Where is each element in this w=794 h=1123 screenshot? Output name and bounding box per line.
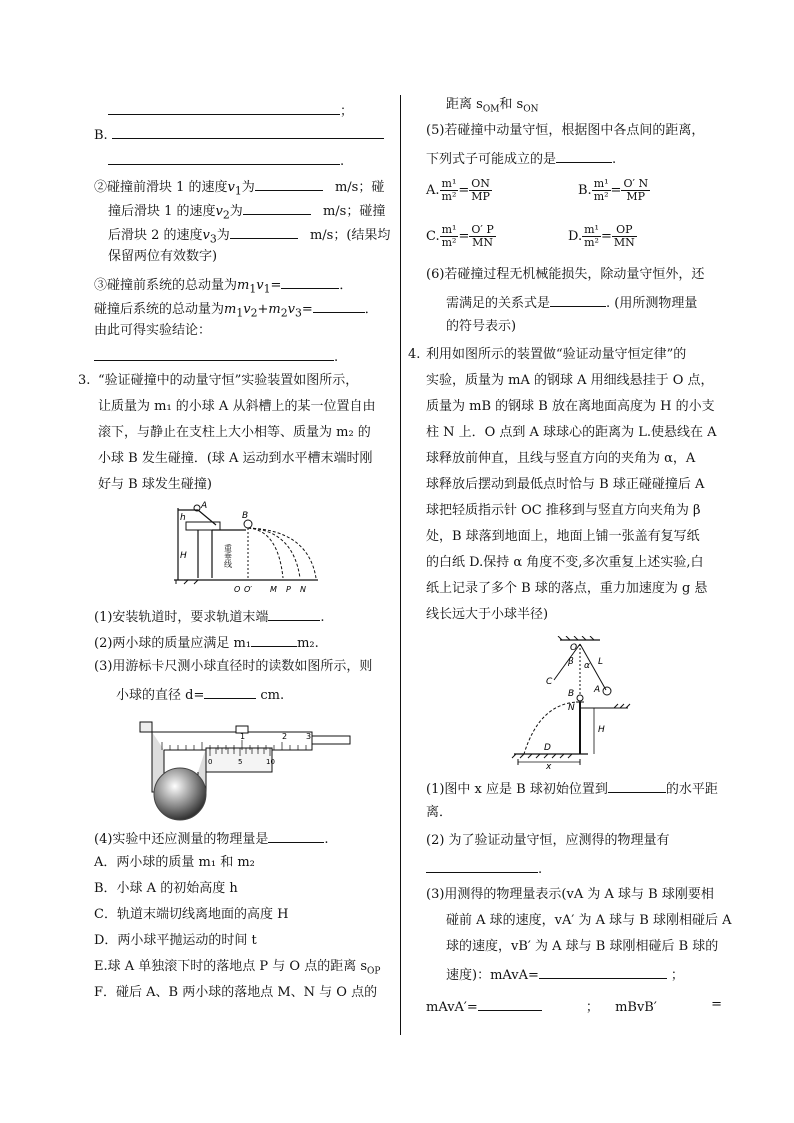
q3-sub2: (2)两小球的质量应满足 m₁ m₂. bbox=[94, 632, 319, 653]
q3-line-5: 好与 B 球发生碰撞) bbox=[98, 477, 212, 492]
fig4-label-A: A bbox=[594, 685, 601, 695]
answer-line-b2: . bbox=[108, 150, 344, 171]
q3-line-2: 让质量为 m₁ 的小球 A 从斜槽上的某一位置自由 bbox=[98, 399, 376, 414]
q3-sub5-line2: 下列式子可能成立的是 . bbox=[426, 148, 616, 169]
answer-line-a bbox=[108, 100, 353, 121]
pendulum-apparatus-figure bbox=[510, 636, 640, 770]
caliper-vernier-5: 5 bbox=[238, 758, 243, 766]
q4-line-10: 纸上记录了多个 B 球的落点，重力加速度为 g 悬 bbox=[426, 581, 708, 596]
b-label: B. bbox=[94, 128, 108, 143]
q3-line-3: 滚下，与静止在支柱上大小相等、质量为 m₂ 的 bbox=[98, 425, 371, 440]
q3-sub4: (4)实验中还应测量的物理量是 . bbox=[94, 828, 329, 849]
q3-option-f: F．碰后 A、B 两小球的落地点 M、N 与 O 点的 bbox=[94, 985, 378, 1000]
fig4-label-H: H bbox=[598, 725, 605, 735]
q3-line-4: 小球 B 发生碰撞．(球 A 运动到水平槽末端时刚 bbox=[98, 451, 373, 466]
q3-sub5: (5)若碰撞中动量守恒，根据图中各点间的距离， bbox=[426, 123, 705, 138]
fig3-label-M: M bbox=[270, 585, 277, 594]
vernier-caliper-figure bbox=[132, 712, 354, 822]
q4-sub3-line1: (3)用测得的物理量表示(vA 为 A 球与 B 球刚要相 bbox=[426, 887, 714, 902]
caliper-main-1: 1 bbox=[240, 732, 246, 741]
fig4-label-N: N bbox=[568, 703, 575, 713]
momentum-line-1: ③碰撞前系统的总动量为$m_1v_1=$ ． bbox=[94, 274, 352, 299]
caliper-main-3: 3 bbox=[306, 732, 312, 741]
q3-option-a: A．两小球的质量 m₁ 和 m₂ bbox=[94, 855, 255, 870]
caliper-vernier-0: 0 bbox=[208, 758, 213, 766]
velocity-line-2: 撞后滑块 1 的速度$v_2$为 m/s；碰撞 bbox=[108, 200, 385, 225]
q4-line-11: 线长远大于小球半径) bbox=[426, 607, 549, 622]
q4-line-6: 球释放后摆动到最低点时恰与 B 球正碰碰撞后 A bbox=[426, 477, 705, 492]
fig3-label-B: B bbox=[242, 511, 249, 521]
column-divider bbox=[400, 95, 401, 1035]
q3-sub3: (3)用游标卡尺测小球直径时的读数如图所示，则 bbox=[94, 659, 373, 674]
q3-sub1: (1)安装轨道时，要求轨道末端 . bbox=[94, 606, 325, 627]
q4-sub1: (1)图中 x 应是 B 球初始位置到 的水平距 bbox=[426, 778, 718, 799]
fig3-label-h: h bbox=[180, 513, 186, 523]
fig4-label-L: L bbox=[598, 657, 604, 667]
q3-option-b: B．小球 A 的初始高度 h bbox=[94, 881, 238, 896]
fig4-label-alpha: α bbox=[584, 661, 590, 671]
momentum-line-2: 碰撞后系统的总动量为$m_1v_2+m_2v_3=$ ． bbox=[94, 298, 378, 323]
momentum-line-4: . bbox=[94, 346, 338, 367]
q4-line-7: 球把轻质指示针 OC 推移到与竖直方向夹角为 β bbox=[426, 503, 701, 518]
q3-sub6: (6)若碰撞过程无机械能损失，除动量守恒外，还 bbox=[426, 267, 705, 282]
q4-sub1-line2: 离． bbox=[426, 805, 453, 820]
caliper-vernier-10: 10 bbox=[266, 758, 275, 766]
q3-sub6-line2: 需满足的关系式是 . (用所测物理量 bbox=[446, 292, 697, 313]
fig4-label-C: C bbox=[546, 677, 553, 687]
q4-line-5: 球释放前伸直，且线与竖直方向的夹角为 α，A bbox=[426, 451, 696, 466]
q4-line-3: 质量为 mB 的钢球 B 放在离地面高度为 H 的小支 bbox=[426, 399, 715, 414]
q3-option5-d: D. $\frac{\text{m¹}}{\text{m²}}$ = $\frac{OP}{MN}$ bbox=[568, 223, 635, 249]
q3-sub3-line2: 小球的直径 d= cm. bbox=[116, 684, 284, 705]
q3-option-d: D．两小球平抛运动的时间 t bbox=[94, 933, 257, 948]
fig4-label-beta: β bbox=[568, 657, 574, 667]
q4-line-8: 处，B 球落到地面上，地面上铺一张盖有复写纸 bbox=[426, 529, 700, 544]
velocity-line-3: 后滑块 2 的速度$v_3$为 m/s；(结果均 bbox=[108, 224, 390, 249]
q4-sub2-line2: . bbox=[426, 858, 542, 879]
q4-sub3-line5: mAvA′= ； mBvB′ = bbox=[426, 997, 722, 1015]
q4-sub3-line2: 碰前 A 球的速度，vA′ 为 A 球与 B 球刚相碰后 A bbox=[446, 913, 732, 928]
fig3-label-N: N bbox=[300, 585, 306, 594]
q4-number: 4. bbox=[408, 347, 421, 362]
q4-line-2: 实验，质量为 mA 的钢球 A 用细线悬挂于 O 点， bbox=[426, 373, 714, 388]
momentum-line-3: 由此可得实验结论： bbox=[94, 323, 212, 338]
q3-number: 3. bbox=[78, 373, 91, 388]
q3-option-c: C．轨道末端切线离地面的高度 H bbox=[94, 907, 289, 922]
q4-line-4: 柱 N 上．O 点到 A 球球心的距离为 L.使悬线在 A bbox=[426, 425, 717, 440]
q4-line-1: 利用如图所示的装置做“验证动量守恒定律”的 bbox=[426, 347, 687, 362]
fig4-label-D: D bbox=[544, 743, 551, 753]
q3-option5-a: A. $\frac{\text{m¹}}{\text{m²}}$ = $\frac{ON}{MP}$ bbox=[426, 177, 490, 203]
fig3-label-O2: O′ bbox=[244, 585, 253, 594]
caliper-main-2: 2 bbox=[282, 732, 288, 741]
q4-line-9: 的白纸 D.保持 α 角度不变,多次重复上述实验,白 bbox=[426, 555, 704, 570]
q4-sub3-line3: 球的速度，vB′ 为 A 球与 B 球刚相碰后 B 球的 bbox=[446, 939, 719, 954]
fig3-label-O: O bbox=[234, 585, 241, 594]
velocity-line-1: ②碰撞前滑块 1 的速度$v_1$为 m/s；碰 bbox=[94, 176, 384, 201]
fig4-label-O: O bbox=[570, 643, 578, 653]
q4-sub3-line4: 速度)：mAvA= ； bbox=[446, 964, 684, 985]
q3-sub6-line3: 的符号表示) bbox=[446, 319, 517, 334]
q3-line-1: “验证碰撞中的动量守恒”实验装置如图所示， bbox=[98, 373, 359, 388]
fig4-label-x: x bbox=[546, 762, 552, 770]
collision-apparatus-figure bbox=[168, 500, 318, 595]
fig3-label-A: A bbox=[201, 501, 208, 511]
velocity-line-4: 保留两位有效数字) bbox=[108, 249, 218, 264]
q3-option5-b: B. $\frac{\text{m¹}}{\text{m²}}$ = $\frac{O' N}{MP}$ bbox=[578, 177, 649, 203]
q3-option-f-cont: 距离 $s_{OM}$和 $s_{ON}$ bbox=[446, 97, 539, 115]
fig3-label-plumb: 重垂线 bbox=[223, 544, 233, 568]
fig4-label-B: B bbox=[568, 689, 575, 699]
q3-option-e: E.球 A 单独滚下时的落地点 P 与 O 点的距离 $s_{OP}$ bbox=[94, 959, 381, 977]
answer-line-b1 bbox=[94, 124, 384, 145]
q3-option5-c: C. $\frac{\text{m¹}}{\text{m²}}$ = $\frac{O' P}{MN}$ bbox=[426, 223, 494, 249]
q4-sub2: (2) 为了验证动量守恒，应测得的物理量有 bbox=[426, 833, 670, 848]
fig3-label-P: P bbox=[286, 585, 291, 594]
fig3-label-H: H bbox=[180, 551, 187, 561]
line-end: ； bbox=[340, 104, 354, 119]
